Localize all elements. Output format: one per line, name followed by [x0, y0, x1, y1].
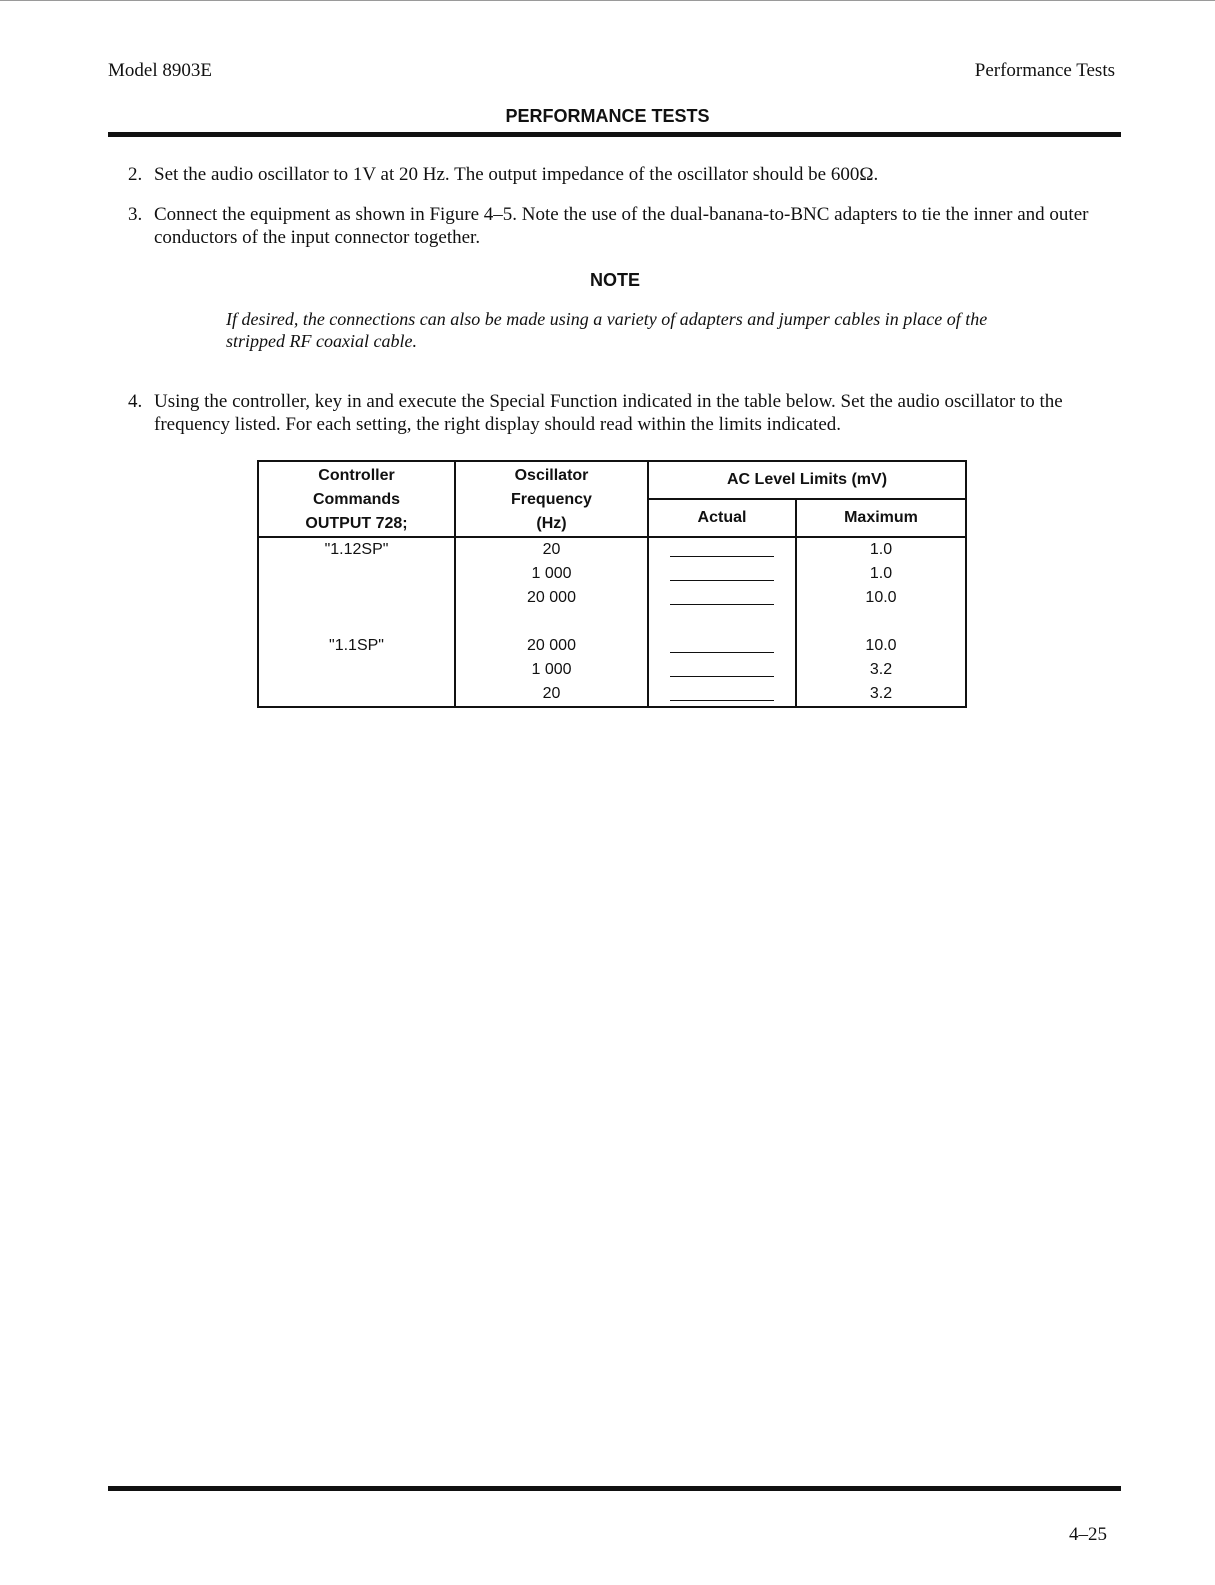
- actual-cell: [648, 658, 796, 682]
- footer-rule: [108, 1486, 1121, 1491]
- table-row: [258, 658, 966, 682]
- actual-cell: [648, 634, 796, 658]
- step-text: Connect the equipment as shown in Figure 4–5. Note the use of the dual-banana-to-BNC adapters to tie the inner and outer conductors of the input connector together.: [154, 204, 1089, 248]
- maximum-cell: 10.0: [796, 586, 966, 610]
- section-title: PERFORMANCE TESTS: [505, 106, 710, 126]
- running-header-model: Model 8903E: [108, 60, 212, 81]
- header-controller-commands: Controller Commands OUTPUT 728;: [258, 461, 455, 537]
- command-cell: [258, 562, 455, 586]
- actual-blank-line: [670, 638, 774, 653]
- maximum-cell: 1.0: [796, 537, 966, 562]
- frequency-cell: 20: [455, 682, 648, 707]
- table-row: [258, 586, 966, 610]
- actual-blank-line: [670, 542, 774, 557]
- page-number: 4–25: [1069, 1524, 1107, 1545]
- maximum-cell: 10.0: [796, 634, 966, 658]
- frequency-cell: 20 000: [455, 586, 648, 610]
- actual-blank-line: [670, 566, 774, 581]
- header-actual: Actual: [648, 499, 796, 537]
- running-header-section: Performance Tests: [974, 60, 1115, 81]
- step-number: 2.: [128, 164, 143, 185]
- step-number: 4.: [128, 391, 143, 412]
- table-row: [258, 537, 966, 562]
- table-row: [258, 682, 966, 707]
- table-row: [258, 562, 966, 586]
- actual-cell: [648, 682, 796, 707]
- note-title: NOTE: [589, 270, 640, 290]
- step-2: [128, 163, 1124, 186]
- header-rule: [108, 132, 1121, 137]
- ac-level-limits-table: [257, 460, 967, 708]
- table-spacer-row: [258, 610, 966, 634]
- frequency-cell: 20: [455, 537, 648, 562]
- actual-blank-line: [670, 662, 774, 677]
- step-number: 3.: [128, 204, 143, 225]
- header-oscillator-frequency: Oscillator Frequency (Hz): [455, 461, 648, 537]
- maximum-cell: 3.2: [796, 658, 966, 682]
- maximum-cell: 3.2: [796, 682, 966, 707]
- actual-cell: [648, 562, 796, 586]
- note-text: If desired, the connections can also be made using a variety of adapters and jumper cables in place of the stripped RF coaxial cable.: [226, 309, 988, 351]
- actual-blank-line: [670, 686, 774, 701]
- command-cell: [258, 682, 455, 707]
- step-4: [128, 390, 1124, 436]
- maximum-cell: 1.0: [796, 562, 966, 586]
- command-cell: "1.12SP": [258, 537, 455, 562]
- page-top-border: [0, 0, 1215, 1]
- actual-blank-line: [670, 590, 774, 605]
- header-maximum: Maximum: [796, 499, 966, 537]
- frequency-cell: 20 000: [455, 634, 648, 658]
- step-3: [128, 203, 1124, 249]
- frequency-cell: 1 000: [455, 562, 648, 586]
- frequency-cell: 1 000: [455, 658, 648, 682]
- step-text: Using the controller, key in and execute the Special Function indicated in the table below. Set the audio oscillator to the frequency listed. For each setting, the right display should read within the limits indicated.: [154, 391, 1063, 435]
- actual-cell: [648, 586, 796, 610]
- command-cell: "1.1SP": [258, 634, 455, 658]
- header-ac-level-limits: AC Level Limits (mV): [648, 461, 966, 499]
- command-cell: [258, 658, 455, 682]
- command-cell: [258, 586, 455, 610]
- step-text: Set the audio oscillator to 1V at 20 Hz. The output impedance of the oscillator should be 600Ω.: [154, 164, 879, 185]
- actual-cell: [648, 537, 796, 562]
- table-row: [258, 634, 966, 658]
